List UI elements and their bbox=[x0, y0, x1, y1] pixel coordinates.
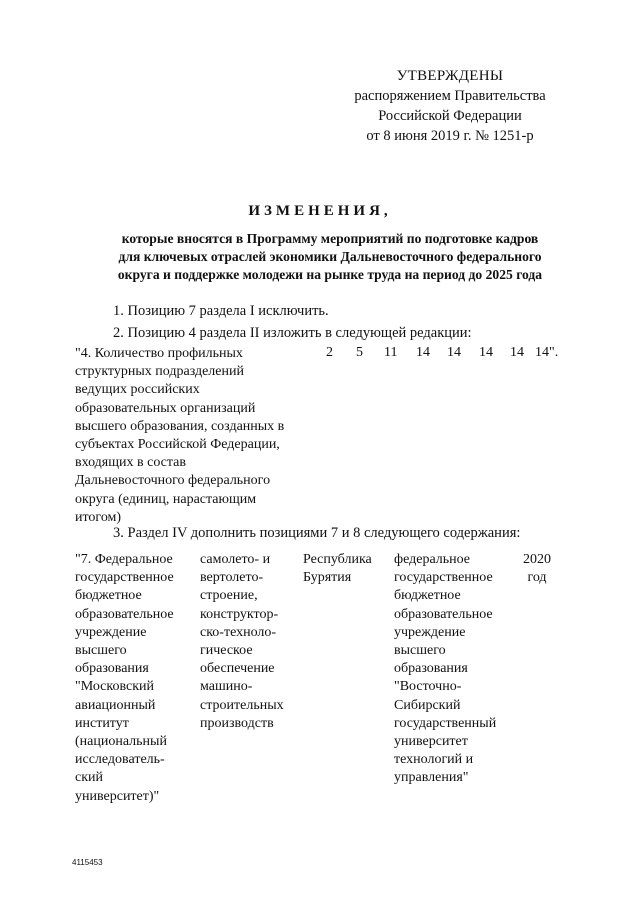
position-7-year bbox=[517, 551, 557, 587]
text-line: вертолето- bbox=[200, 570, 264, 586]
text-line: структурных подразделений bbox=[75, 364, 244, 380]
text-line: учреждение bbox=[394, 624, 466, 640]
text-line: "Московский bbox=[75, 679, 154, 695]
text-line: машино- bbox=[200, 679, 253, 695]
text-line: 2020 bbox=[523, 552, 551, 567]
text-line: технологий и bbox=[394, 752, 474, 768]
approval-line-1: распоряжением Правительства bbox=[354, 88, 546, 104]
text-line: строительных bbox=[200, 697, 284, 713]
text-line: учреждение bbox=[75, 624, 147, 640]
text-line: гическое bbox=[200, 643, 253, 659]
text-line: Республика bbox=[303, 552, 372, 567]
position-7-field bbox=[200, 551, 300, 733]
document-number: 4115453 bbox=[72, 858, 103, 867]
text-line: образовательное bbox=[394, 606, 493, 622]
text-line: образовательных организаций bbox=[75, 400, 256, 416]
text-line: исследователь- bbox=[75, 752, 165, 768]
approval-line-2: Российской Федерации bbox=[378, 108, 522, 124]
text-line: федеральное bbox=[394, 552, 471, 567]
text-line: авиационный bbox=[75, 697, 156, 713]
text-line: образовательное bbox=[75, 606, 174, 622]
text-line: государственное bbox=[394, 570, 493, 586]
text-line: высшего bbox=[75, 643, 127, 659]
text-line: высшего образования, созданных в bbox=[75, 418, 285, 434]
text-line: ский bbox=[75, 770, 103, 786]
text-line: входящих в состав bbox=[75, 455, 187, 471]
value-cell: 14". bbox=[535, 345, 559, 360]
text-line: самолето- и bbox=[200, 552, 271, 567]
position-4-description bbox=[75, 345, 315, 527]
position-4-values bbox=[0, 345, 640, 365]
text-line: субъектах Российской Федерации, bbox=[75, 437, 280, 453]
text-line: "Восточно- bbox=[394, 679, 462, 695]
text-line: строение, bbox=[200, 588, 258, 604]
value-cell: 14 bbox=[416, 345, 430, 360]
text-line: ведущих российских bbox=[75, 382, 200, 398]
text-line: бюджетное bbox=[75, 588, 142, 604]
value-cell: 14 bbox=[447, 345, 461, 360]
paragraph-1: 1. Позицию 7 раздела I исключить. bbox=[113, 303, 329, 319]
text-line: образования bbox=[75, 661, 149, 677]
value-cell: 14 bbox=[510, 345, 524, 360]
subtitle-line: которые вносятся в Программу мероприятий по подготовке кадров bbox=[121, 231, 539, 246]
value-cell: 14 bbox=[479, 345, 493, 360]
position-7-partner bbox=[394, 551, 514, 788]
value-cell: 11 bbox=[384, 345, 398, 360]
text-line: образования bbox=[394, 661, 468, 677]
text-line: университет bbox=[394, 734, 468, 750]
position-7-region bbox=[303, 551, 388, 587]
text-line: Сибирский bbox=[394, 697, 461, 713]
text-line: "4. Количество профильных bbox=[75, 346, 243, 361]
text-line: производств bbox=[200, 715, 274, 731]
text-line: округа (единиц, нарастающим bbox=[75, 491, 257, 507]
text-line: (национальный bbox=[75, 734, 167, 750]
value-cell: 5 bbox=[356, 345, 363, 360]
paragraph-2: 2. Позицию 4 раздела II изложить в следующей редакции: bbox=[113, 325, 472, 341]
subtitle-line: округа и поддержке молодежи на рынке труда на период до 2025 года bbox=[117, 267, 543, 282]
document-title: ИЗМЕНЕНИЯ, bbox=[248, 203, 392, 219]
paragraph-3: 3. Раздел IV дополнить позициями 7 и 8 следующего содержания: bbox=[113, 525, 521, 541]
text-line: обеспечение bbox=[200, 661, 275, 677]
approval-line-3: от 8 июня 2019 г. № 1251-р bbox=[366, 128, 534, 144]
subtitle-line: для ключевых отраслей экономики Дальневосточного федерального bbox=[118, 249, 542, 264]
text-line: конструктор- bbox=[200, 606, 279, 622]
text-line: высшего bbox=[394, 643, 446, 659]
text-line: итогом) bbox=[75, 509, 122, 525]
text-line: бюджетное bbox=[394, 588, 461, 604]
text-line: Дальневосточного федерального bbox=[75, 473, 271, 489]
approval-block bbox=[330, 66, 570, 146]
text-line: "7. Федеральное bbox=[75, 552, 173, 567]
text-line: государственный bbox=[394, 715, 497, 731]
text-line: институт bbox=[75, 715, 129, 731]
value-cell: 2 bbox=[326, 345, 333, 360]
position-7-institution bbox=[75, 551, 195, 806]
text-line: год bbox=[527, 570, 547, 586]
text-line: государственное bbox=[75, 570, 174, 586]
document-subtitle bbox=[40, 230, 620, 284]
approval-title: УТВЕРЖДЕНЫ bbox=[396, 68, 504, 84]
text-line: университет)" bbox=[75, 788, 160, 804]
text-line: ско-техноло- bbox=[200, 624, 277, 640]
text-line: управления" bbox=[394, 770, 469, 786]
text-line: Бурятия bbox=[303, 570, 352, 586]
